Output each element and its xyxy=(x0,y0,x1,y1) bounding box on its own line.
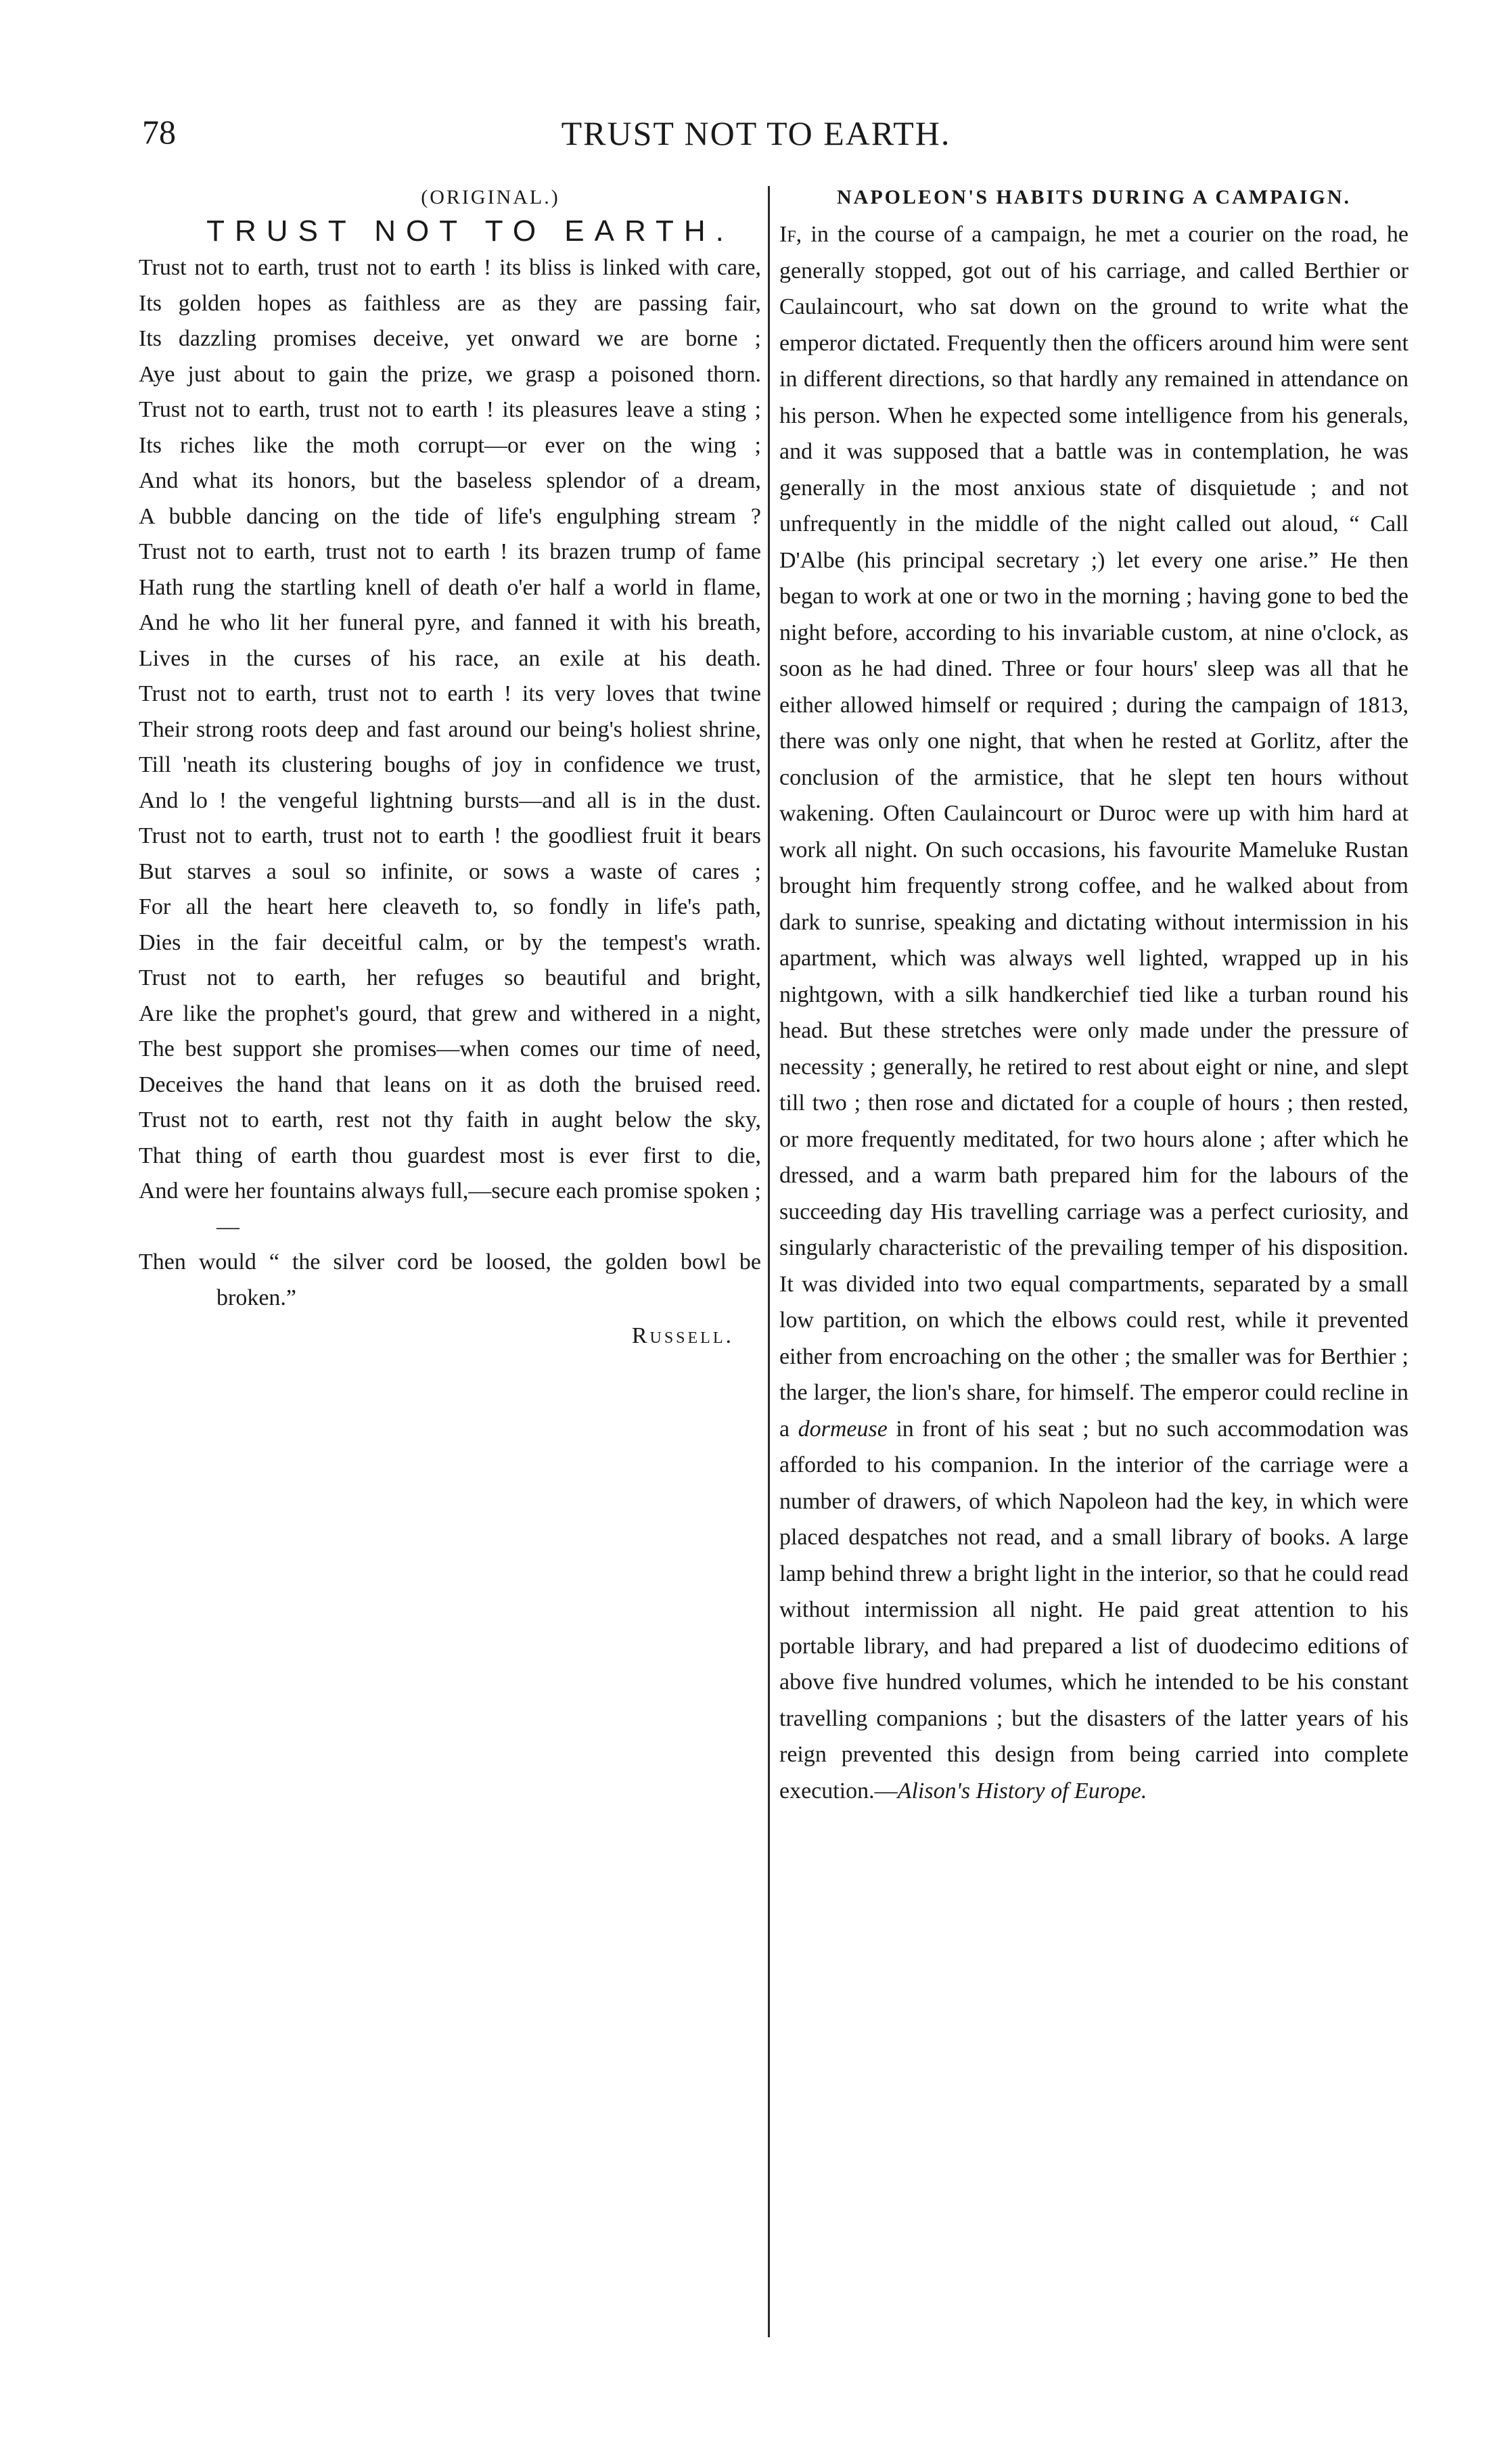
article-dropcap: If, xyxy=(779,222,802,247)
article-body xyxy=(779,216,1408,1809)
poem-line: Deceives the hand that leans on it as doth the bruised reed. xyxy=(139,1072,761,1097)
poem-line: And what its honors, but the baseless splendor of a dream, xyxy=(139,468,761,493)
poem-note: (ORIGINAL.) xyxy=(421,186,560,208)
poem-title: TRUST NOT TO EARTH. xyxy=(206,214,734,248)
poem-line: The best support she promises—when comes our time of need, xyxy=(139,1036,761,1061)
poem-line: Then would “ the silver cord be loosed, the golden bowl be broken.” xyxy=(139,1249,761,1310)
poem-line: That thing of earth thou guardest most is ever first to die, xyxy=(139,1143,761,1168)
poem-line: Are like the prophet's gourd, that grew and withered in a night, xyxy=(139,1001,761,1026)
article-column xyxy=(779,183,1408,1809)
poem-line: But starves a soul so infinite, or sows a waste of cares ; xyxy=(139,858,761,884)
poem-line: Aye just about to gain the prize, we grasp a poisoned thorn. xyxy=(139,361,761,387)
poem-line: Its golden hopes as faithless are as they are passing fair, xyxy=(139,290,761,316)
poem-line: Its dazzling promises deceive, yet onward we are borne ; xyxy=(139,326,761,351)
article-italic-word: dormeuse xyxy=(798,1416,888,1442)
poem-lines xyxy=(139,250,761,1316)
poem-line: Trust not to earth, trust not to earth ! its very loves that twine xyxy=(139,681,761,706)
poem-line: Dies in the fair deceitful calm, or by the tempest's wrath. xyxy=(139,929,761,955)
poem-line: Lives in the curses of his race, an exile at his death. xyxy=(139,645,761,671)
article-source: Alison's History of Europe. xyxy=(897,1778,1147,1804)
poem-column xyxy=(139,183,761,1356)
poem-line: Trust not to earth, rest not thy faith in aught below the sky, xyxy=(139,1107,761,1132)
column-rule xyxy=(768,186,770,2337)
poem-line: And he who lit her funeral pyre, and fanned it with his breath, xyxy=(139,610,761,635)
poem-line: A bubble dancing on the tide of life's engulphing stream ? xyxy=(139,503,761,529)
poem-line: And lo ! the vengeful lightning bursts—and all is in the dust. xyxy=(139,787,761,813)
poem-line: Hath rung the startling knell of death o'er half a world in flame, xyxy=(139,574,761,600)
article-title: NAPOLEON'S HABITS DURING A CAMPAIGN. xyxy=(836,186,1352,208)
poem-line: Trust not to earth, trust not to earth ! its bliss is linked with care, xyxy=(139,255,761,280)
poem-line: Trust not to earth, her refuges so beautiful and bright, xyxy=(139,965,761,990)
running-head: TRUST NOT TO EARTH. xyxy=(561,114,951,152)
article-text-part-2: in front of his seat ; but no such accommodation was afforded to his companion. In the interior of the carriage were a number of drawers, of which Napoleon had the key, in which were placed despatches not read, and a small library of books. A large lamp behind threw a bright light in the interior, so that he could read without intermission all night. He paid great attention to his portable library, and had prepared a list of duodecimo editions of above five hundred volumes, which he intended to be his constant travelling companions ; but the disasters of the latter years of his reign prevented this design from being carried into complete execution.— xyxy=(779,1416,1409,1804)
poem-line: Trust not to earth, trust not to earth ! its brazen trump of fame xyxy=(139,539,761,564)
poem-line: And were her fountains always full,—secure each promise spoken ;— xyxy=(139,1178,761,1239)
page-number: 78 xyxy=(142,113,176,151)
poem-line: Their strong roots deep and fast around our being's holiest shrine, xyxy=(139,716,761,742)
poem-line: Its riches like the moth corrupt—or ever on the wing ; xyxy=(139,432,761,458)
poem-signature: Russell. xyxy=(631,1323,734,1348)
poem-line: Till 'neath its clustering boughs of joy in confidence we trust, xyxy=(139,752,761,777)
article-text-part-1: in the course of a campaign, he met a courier on the road, he generally stopped, got out of his carriage, and called Berthier or Caulaincourt, who sat down on the ground to write what the emperor dictated. Frequently then the officers around him were sent in different directions, so that hardly any remained in attendance on his person. When he expected some intelligence from his generals, and it was supposed that a battle was in contemplation, he was generally in the most anxious state of disquietude ; and not unfrequently in the middle of the night called out aloud, “ Call D'Albe (his principal secretary ;) let every one arise.” He then began to work at one or two in the morning ; having gone to bed the night before, according to his invariable custom, at nine o'clock, as soon as he had dined. Three or four hours' sleep was all that he either allowed himself or required ; during the campaign of 1813, there was only one night, that when he rested at Gorlitz, after the conclusion of the armistice, that he slept ten hours without wakening. Often Caulaincourt or Duroc were up with him hard at work all night. On such occasions, his favourite Mameluke Rustan brought him frequently strong coffee, and he walked about from dark to sunrise, speaking and dictating without intermission in his apartment, which was always well lighted, wrapped up in his nightgown, with a silk handkerchief tied like a turban round his head. But these stretches were only made under the pressure of necessity ; generally, he retired to rest about eight or nine, and slept till two ; then rose and dictated for a couple of hours ; then rested, or more frequently meditated, for two hours alone ; after which he dressed, and a warm bath prepared him for the labours of the succeeding day His travelling carriage was a perfect curiosity, and singularly characteristic of the prevailing temper of his disposition. It was divided into two equal compartments, separated by a small low partition, on which the elbows could rest, while it prevented either from encroaching on the other ; the smaller was for Berthier ; the larger, the lion's share, for himself. The emperor could recline in a xyxy=(779,222,1408,1442)
poem-line: For all the heart here cleaveth to, so fondly in life's path, xyxy=(139,894,761,919)
poem-line: Trust not to earth, trust not to earth ! the goodliest fruit it bears xyxy=(139,823,761,848)
poem-line: Trust not to earth, trust not to earth ! its pleasures leave a sting ; xyxy=(139,397,761,422)
